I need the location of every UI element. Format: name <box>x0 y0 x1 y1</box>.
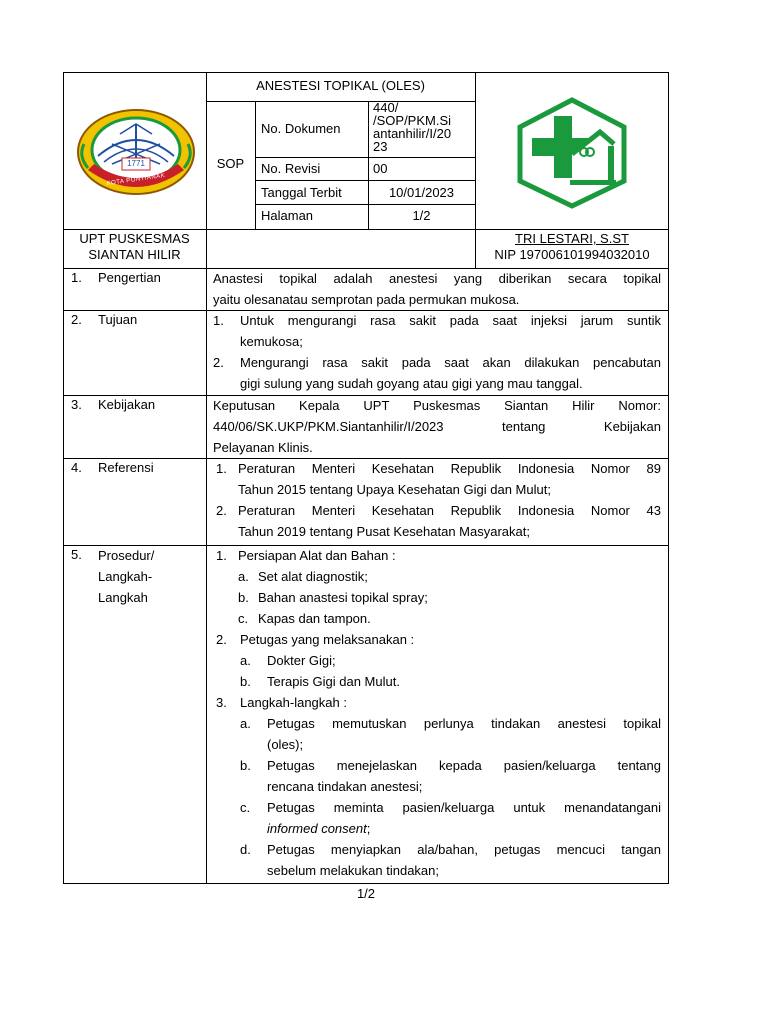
section-number-pengertian: 1. <box>71 270 82 285</box>
tujuan-list <box>213 310 661 394</box>
list-item: a. Set alat diagnostik; <box>238 569 368 584</box>
signer-name: TRI LESTARI, S.ST <box>515 231 629 246</box>
org-name-line1: UPT PUSKESMAS <box>79 231 190 246</box>
prosedur-group: 1. Persiapan Alat dan Bahan : <box>216 548 396 563</box>
kota-pontianak-logo <box>74 104 198 200</box>
section-number-tujuan: 2. <box>71 312 82 327</box>
list-item: b. Terapis Gigi dan Mulut. <box>240 674 400 689</box>
meta-divider-1 <box>255 157 475 158</box>
sop-label: SOP <box>216 156 245 171</box>
section-label-prosedur: Prosedur/ Langkah- Langkah <box>98 548 155 605</box>
page-number: 1/2 <box>356 886 376 901</box>
document-title: ANESTESI TOPIKAL (OLES) <box>256 78 425 93</box>
meta-divider-3 <box>255 204 475 205</box>
list-item: 1. Untuk mengurangi rasa sakit pada saat injeksi jarum suntik kemukosa; <box>213 313 661 349</box>
section-label-pengertian: Pengertian <box>98 270 161 285</box>
section-label-tujuan: Tujuan <box>98 312 138 327</box>
prosedur-group: 2. Petugas yang melaksanakan : <box>216 632 415 647</box>
section-number-kebijakan: 3. <box>71 397 82 412</box>
header-bottom-line <box>63 229 669 230</box>
list-item: 2. Peraturan Menteri Kesehatan Republik Indonesia Nomor 43 Tahun 2019 tentang Pusat Kesehatan Masyarakat; <box>216 503 661 539</box>
list-item: 2. Mengurangi rasa sakit pada saat akan dilakukan pencabutan gigi sulung yang sudah goyang atau gigi yang mau tanggal. <box>213 355 661 391</box>
meta-value-halaman: 1/2 <box>412 208 431 223</box>
logo-city-text: KOTA PONTIANAK <box>106 172 166 188</box>
list-item: a. Dokter Gigi; <box>240 653 336 668</box>
list-item: b. Bahan anastesi topikal spray; <box>238 590 428 605</box>
list-item: 1. Peraturan Menteri Kesehatan Republik Indonesia Nomor 89 Tahun 2015 tentang Upaya Kesehatan Gigi dan Mulut; <box>216 461 661 497</box>
logo-year: 1771 <box>127 159 145 168</box>
step-item: c. Petugas meminta pasien/keluarga untuk menandatangani informed consent; <box>240 800 661 836</box>
pengertian-text: Anastesi topikal adalah anestesi yang diberikan secara topikal yaitu olesanatau semprotan pada permukan mukosa. <box>213 271 661 307</box>
step-item: a. Petugas memutuskan perlunya tindakan anestesi topikal (oles); <box>240 716 661 752</box>
section-number-referensi: 4. <box>71 460 82 475</box>
referensi-list <box>216 458 661 542</box>
meta-label-halaman: Halaman <box>261 208 314 223</box>
kebijakan-text: Keputusan Kepala UPT Puskesmas Siantan Hilir Nomor: 440/06/SK.UKP/PKM.Siantanhilir/I/2023 tentang Kebijakan Pelayanan Klinis. <box>213 398 661 455</box>
prosedur-group: 3. Langkah-langkah : <box>216 695 347 710</box>
section-number-prosedur: 5. <box>71 547 82 562</box>
list-item: c. Kapas dan tampon. <box>238 611 371 626</box>
meta-label-tanggal-terbit: Tanggal Terbit <box>261 185 342 200</box>
meta-value-no-revisi: 00 <box>373 161 388 176</box>
sop-divider <box>255 101 256 229</box>
meta-value-tanggal-terbit: 10/01/2023 <box>388 185 455 200</box>
meta-divider-2 <box>255 180 475 181</box>
meta-value-no-dokumen: 440/ /SOP/PKM.Si antanhilir/I/20 23 <box>373 100 452 154</box>
prosedur-list <box>216 545 661 881</box>
signer-nip: NIP 197006101994032010 <box>494 247 650 262</box>
label-column-divider <box>206 72 207 884</box>
meta-label-no-revisi: No. Revisi <box>261 161 321 176</box>
puskesmas-logo <box>514 96 630 210</box>
org-name-line2: SIANTAN HILIR <box>88 247 181 262</box>
step-item: d. Petugas menyiapkan ala/bahan, petugas mencuci tangan sebelum melakukan tindakan; <box>240 842 661 878</box>
section-label-referensi: Referensi <box>98 460 154 475</box>
section-label-kebijakan: Kebijakan <box>98 397 156 412</box>
meta-label-no-dokumen: No. Dokumen <box>261 121 341 136</box>
step-item: b. Petugas menejelaskan kepada pasien/keluarga tentang rencana tindakan anestesi; <box>240 758 661 794</box>
